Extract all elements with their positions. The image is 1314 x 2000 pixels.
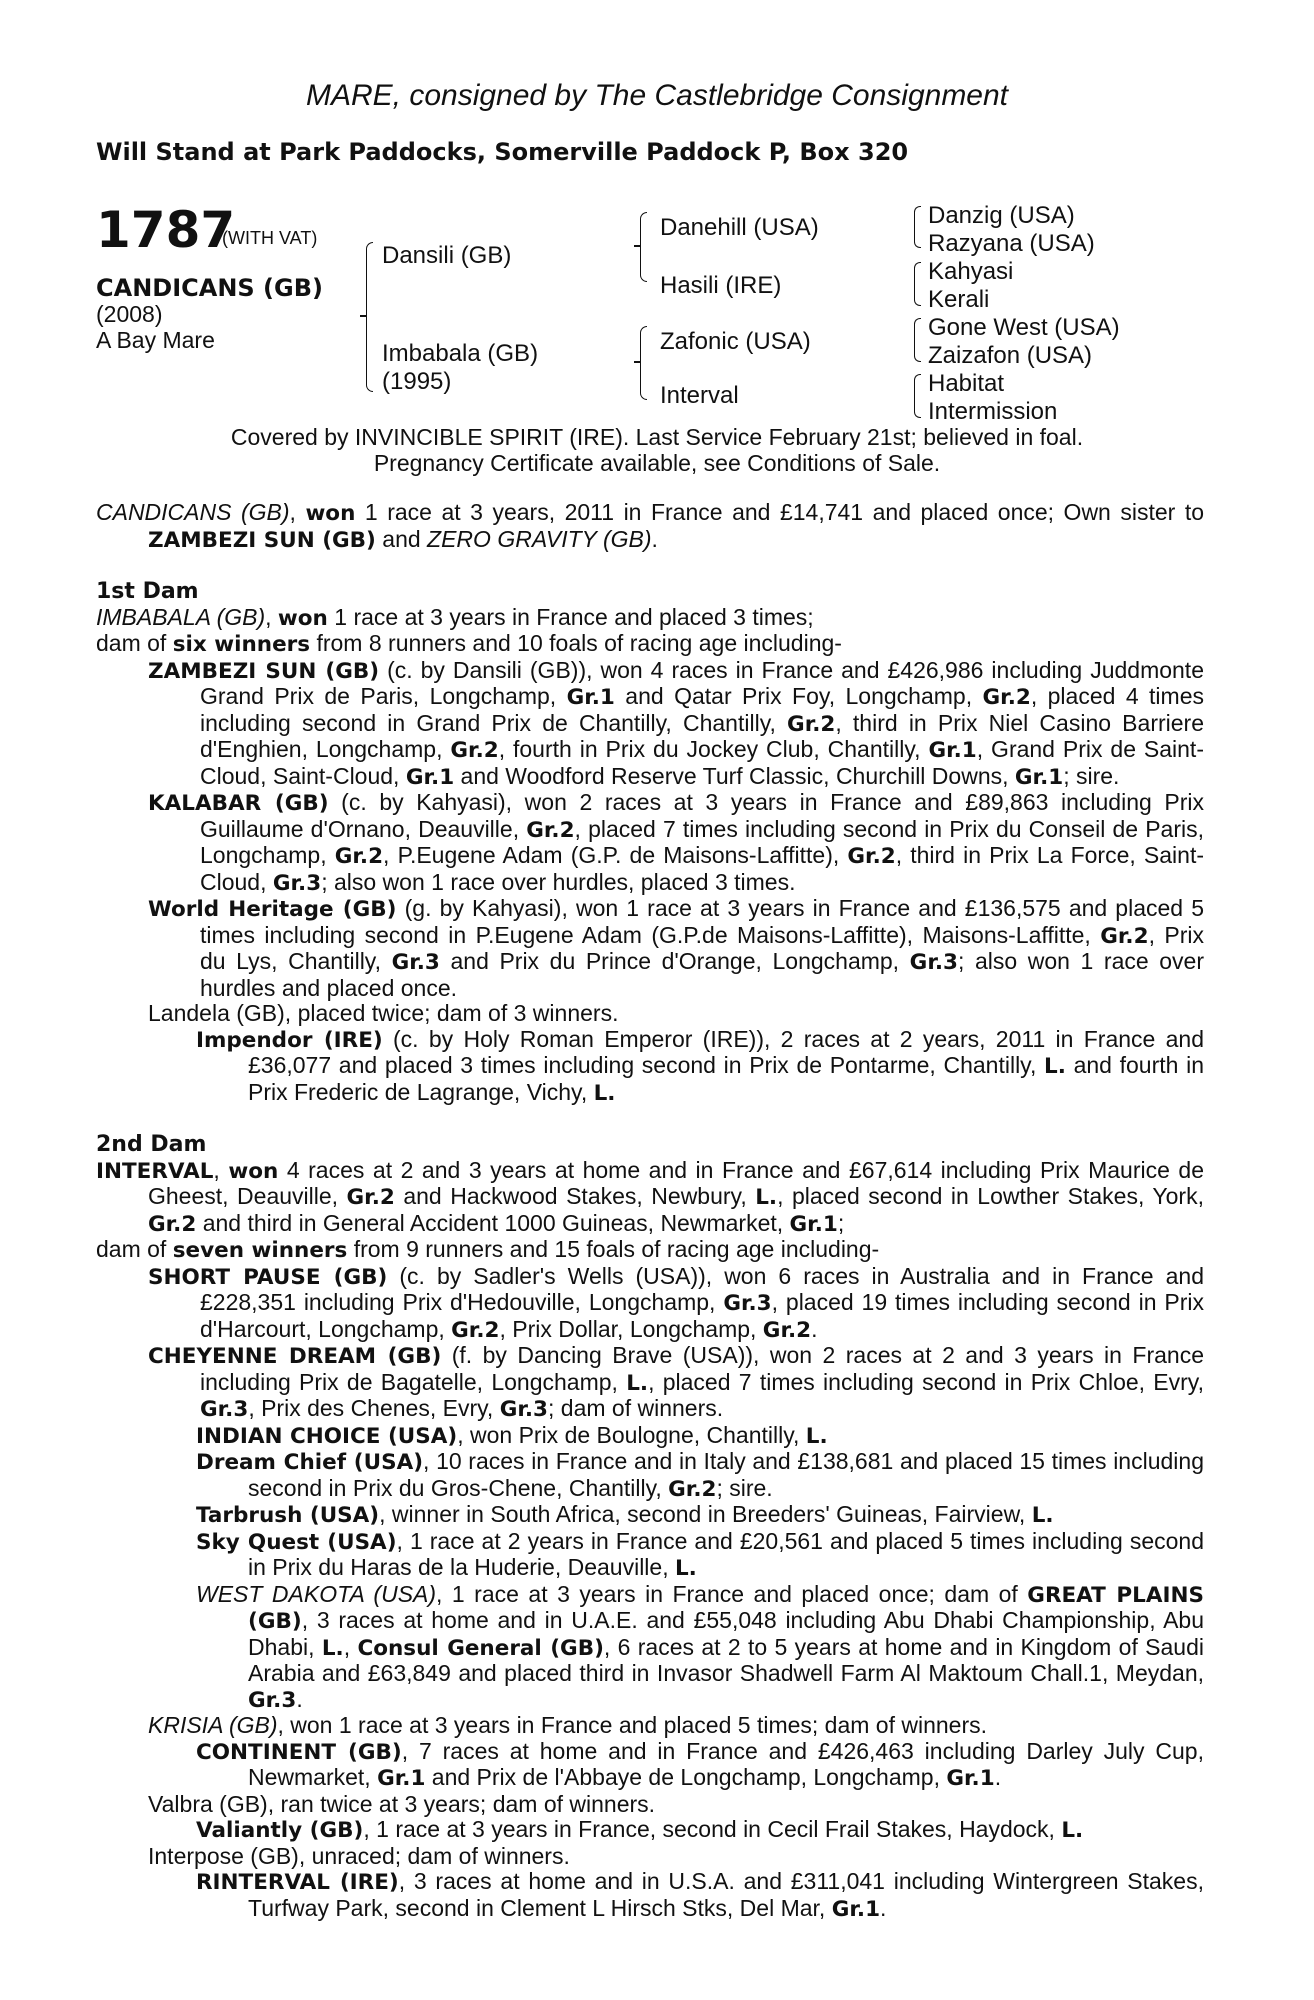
horse-year: (2008) — [96, 301, 163, 327]
pedigree-g3: Kahyasi — [928, 258, 1014, 285]
entry-name: KALABAR (GB) — [148, 791, 329, 816]
dam2-entry-continent: CONTINENT (GB), 7 races at home and in France and £426,463 including Darley July Cup, Newmarket, Gr.1 and Prix de l'Abbaye de Longchamp, Longchamp, Gr.1. — [196, 1737, 1204, 1791]
pedigree-g7: Habitat — [928, 370, 1005, 397]
dam2-heading: 2nd Dam — [96, 1132, 207, 1157]
horse-name: CANDICANS (GB) — [96, 274, 323, 302]
pedigree-g8: Intermission — [928, 398, 1058, 425]
pedigree-g5: Gone West (USA) — [928, 314, 1120, 341]
dam2-entry-sky-quest: Sky Quest (USA), 1 race at 2 years in France and £20,561 and placed 5 times including second in Prix du Haras de la Huderie, Deauville, L. — [196, 1527, 1204, 1581]
dam2-entry-valiantly: Valiantly (GB), 1 race at 3 years in France, second in Cecil Frail Stakes, Haydock, L. — [196, 1816, 1084, 1843]
dam1-entry-zambezi-sun: ZAMBEZI SUN (GB) (c. by Dansili (GB)), won 4 races in France and £426,986 including Juddmonte Grand Prix de Paris, Longchamp, Gr.1 and Qatar Prix Foy, Longchamp, Gr.2, placed 4 times including second in Grand Prix de Chantilly, Chantilly, Gr.2, third in Prix Niel Casino Barriere d'Enghien, Longchamp, Gr.2, fourth in Prix du Jockey Club, Chantilly, Gr.1, Grand Prix de Saint-Cloud, Saint-Cloud, Gr.1 and Woodford Reserve Turf Classic, Churchill Downs, Gr.1; sire. — [148, 656, 1204, 790]
pedigree-brace-g3 — [914, 318, 921, 362]
dam2-dam-of-count: seven winners — [172, 1238, 348, 1263]
dam1-heading: 1st Dam — [96, 579, 199, 604]
intro-paragraph: CANDICANS (GB), won 1 race at 3 years, 2011 in France and £14,741 and placed once; Own sister to ZAMBEZI SUN (GB) and ZERO GRAVITY (GB). — [96, 499, 1204, 553]
dam2-won: won — [228, 1158, 279, 1184]
dam2-dam-of: dam of seven winners from 9 runners and 15 foals of racing age including- — [96, 1236, 880, 1263]
dam2-entry-west-dakota: WEST DAKOTA (USA), 1 race at 3 years in France and placed once; dam of GREAT PLAINS (GB), 3 races at home and in U.A.E. and £55,048 including Abu Dhabi Championship, Abu Dhabi, L., Consul General (GB), 6 races at 2 to 5 years at home and in Kingdom of Saudi Arabia and £63,849 and placed third in Invasor Shadwell Farm Al Maktoum Chall.1, Meydan, Gr.3. — [196, 1580, 1205, 1713]
entry-name: CONTINENT (GB) — [196, 1739, 402, 1765]
dam2-entry-dream-chief: Dream Chief (USA), 10 races in France and in Italy and £138,681 and placed 15 times including second in Prix du Gros-Chene, Chantilly, Gr.2; sire. — [196, 1448, 1204, 1502]
entry-name: Tarbrush (USA) — [196, 1503, 380, 1528]
pedigree-brace-g2 — [914, 262, 921, 306]
intro-sibling-2: ZERO GRAVITY (GB) — [427, 525, 652, 552]
entry-name: Sky Quest (USA) — [196, 1529, 397, 1555]
intro-sibling-1: ZAMBEZI SUN (GB) — [148, 527, 376, 553]
vat-label: (WITH VAT) — [222, 228, 318, 248]
dam2-name: INTERVAL — [96, 1158, 214, 1184]
dam2-entry-tarbrush: Tarbrush (USA), winner in South Africa, second in Breeders' Guineas, Fairview, L. — [196, 1501, 1054, 1528]
pedigree-dam-year: (1995) — [382, 368, 452, 395]
covering-line-2: Pregnancy Certificate available, see Conditions of Sale. — [373, 450, 941, 476]
dam2-entry-rinterval: RINTERVAL (IRE), 3 races at home and in U.S.A. and £311,041 including Wintergreen Stakes, Turfway Park, second in Clement L Hirsch Stks, Del Mar, Gr.1. — [196, 1868, 1204, 1922]
pedigree-sire-dam: Hasili (IRE) — [660, 272, 782, 299]
intro-name: CANDICANS (GB) — [96, 499, 290, 525]
dam1-dam-of-post: from 8 runners and 10 foals of racing age including- — [310, 630, 842, 656]
intro-won: won — [305, 501, 356, 526]
catalogue-body — [96, 500, 1204, 1922]
pedigree-brace-sire — [640, 212, 647, 282]
pedigree-brace-g4 — [914, 374, 921, 418]
dam1-dam-of-pre: dam of — [96, 630, 173, 656]
dam2-entry-indian-choice: INDIAN CHOICE (USA), won Prix de Boulogne, Chantilly, L. — [196, 1421, 828, 1449]
stand-location: Will Stand at Park Paddocks, Somerville Paddock P, Box 320 — [96, 138, 909, 166]
entry-name: KRISIA (GB) — [148, 1712, 278, 1738]
pedigree-sire: Dansili (GB) — [382, 242, 512, 269]
dam1-won: won — [277, 605, 328, 631]
dam2-entry-short-pause: SHORT PAUSE (GB) (c. by Sadler's Wells (USA)), won 6 races in Australia and in France and £228,351 including Prix d'Hedouville, Longchamp, Gr.3, placed 19 times including second in Prix d'Harcourt, Longchamp, Gr.2, Prix Dollar, Longchamp, Gr.2. — [148, 1262, 1205, 1343]
dam1-text: 1 race at 3 years in France and placed 3 times; — [327, 603, 814, 630]
pedigree-brace-sire-tip — [634, 245, 641, 247]
entry-name: CHEYENNE DREAM (GB) — [148, 1344, 442, 1369]
dam1-entry-world-heritage: World Heritage (GB) (g. by Kahyasi), won 1 race at 3 years in France and £136,575 and placed 5 times including second in P.Eugene Adam (G.P.de Maisons-Laffitte), Maisons-Laffitte, Gr.2, Prix du Lys, Chantilly, Gr.3 and Prix du Prince d'Orange, Longchamp, Gr.3; also won 1 race over hurdles and placed once. — [148, 895, 1205, 1001]
entry-name: INDIAN CHOICE (USA) — [196, 1423, 458, 1449]
dam2-entry-cheyenne-dream: CHEYENNE DREAM (GB) (f. by Dancing Brave (USA)), won 2 races at 2 and 3 years in France including Prix de Bagatelle, Longchamp, L., placed 7 times including second in Prix Chloe, Evry, Gr.3, Prix des Chenes, Evry, Gr.3; dam of winners. — [148, 1342, 1204, 1422]
pedigree-dam-sire: Zafonic (USA) — [660, 328, 811, 355]
intro-text-1: 1 race at 3 years, 2011 in France and £14,741 and placed once; Own sister to — [355, 499, 1204, 525]
lot-number: 1787 — [96, 201, 236, 259]
entry-name: ZAMBEZI SUN (GB) — [148, 658, 380, 684]
dam2-paragraph: INTERVAL, won 4 races at 2 and 3 years at home and in France and £67,614 including Prix Maurice de Gheest, Deauville, Gr.2 and Hackwood Stakes, Newbury, L., placed second in Lowther Stakes, York, Gr.2 and third in General Accident 1000 Guineas, Newmarket, Gr.1; — [96, 1156, 1205, 1237]
entry-name: SHORT PAUSE (GB) — [148, 1264, 388, 1290]
dam2-entry-valbra: Valbra (GB), ran twice at 3 years; dam of winners. — [148, 1790, 656, 1817]
intro-text-3: . — [651, 525, 658, 552]
pedigree-g1: Danzig (USA) — [928, 202, 1075, 229]
dam1-paragraph: IMBABALA (GB), won 1 race at 3 years in France and placed 3 times; — [96, 603, 814, 631]
pedigree-dam: Imbabala (GB) — [382, 340, 539, 367]
pedigree-g6: Zaizafon (USA) — [928, 342, 1093, 369]
pedigree-brace-main — [366, 242, 373, 392]
entry-name: Dream Chief (USA) — [196, 1450, 424, 1475]
intro-text-2: and — [375, 525, 428, 552]
dam2-entry-krisia: KRISIA (GB), won 1 race at 3 years in France and placed 5 times; dam of winners. — [148, 1712, 988, 1738]
entry-name: Impendor (IRE) — [196, 1027, 383, 1053]
pedigree-brace-main-tip — [360, 315, 367, 317]
dam1-dam-of — [96, 631, 1204, 658]
pedigree-dam-dam: Interval — [660, 382, 739, 409]
entry-name: RINTERVAL (IRE) — [196, 1870, 399, 1895]
dam1-name: IMBABALA (GB) — [96, 603, 266, 630]
pedigree-sire-sire: Danehill (USA) — [660, 214, 819, 241]
dam1-entry-landela: Landela (GB), placed twice; dam of 3 winners. — [148, 1000, 619, 1026]
pedigree-brace-dam — [640, 326, 647, 400]
dam1-entry-kalabar: KALABAR (GB) (c. by Kahyasi), won 2 races at 3 years in France and £89,863 including Prix Guillaume d'Ornano, Deauville, Gr.2, placed 7 times including second in Prix du Conseil de Paris, Longchamp, Gr.2, P.Eugene Adam (G.P. de Maisons-Laffitte), Gr.2, third in Prix La Force, Saint-Cloud, Gr.3; also won 1 race over hurdles, placed 3 times. — [148, 789, 1205, 896]
entry-name: Valiantly (GB) — [196, 1818, 364, 1843]
pedigree-g4: Kerali — [928, 286, 990, 313]
pedigree-brace-g1 — [914, 206, 921, 248]
dam2-entry-interpose: Interpose (GB), unraced; dam of winners. — [148, 1842, 570, 1869]
pedigree-brace-dam-tip — [634, 361, 641, 363]
pedigree-g2: Razyana (USA) — [928, 230, 1095, 257]
dam1-dam-of-count: six winners — [172, 632, 311, 657]
dam1-entry-impendor: Impendor (IRE) (c. by Holy Roman Emperor (IRE)), 2 races at 2 years, 2011 in France and £36,077 and placed 3 times including second in Prix de Pontarme, Chantilly, L. and fourth in Prix Frederic de Lagrange, Vichy, L. — [196, 1025, 1204, 1106]
page-title: MARE, consigned by The Castlebridge Consignment — [305, 79, 1009, 112]
entry-name: WEST DAKOTA (USA) — [196, 1580, 437, 1607]
horse-description: A Bay Mare — [96, 327, 215, 353]
covering-line-1: Covered by INVINCIBLE SPIRIT (IRE). Last Service February 21st; believed in foal. — [230, 424, 1084, 450]
entry-name: World Heritage (GB) — [148, 897, 397, 922]
